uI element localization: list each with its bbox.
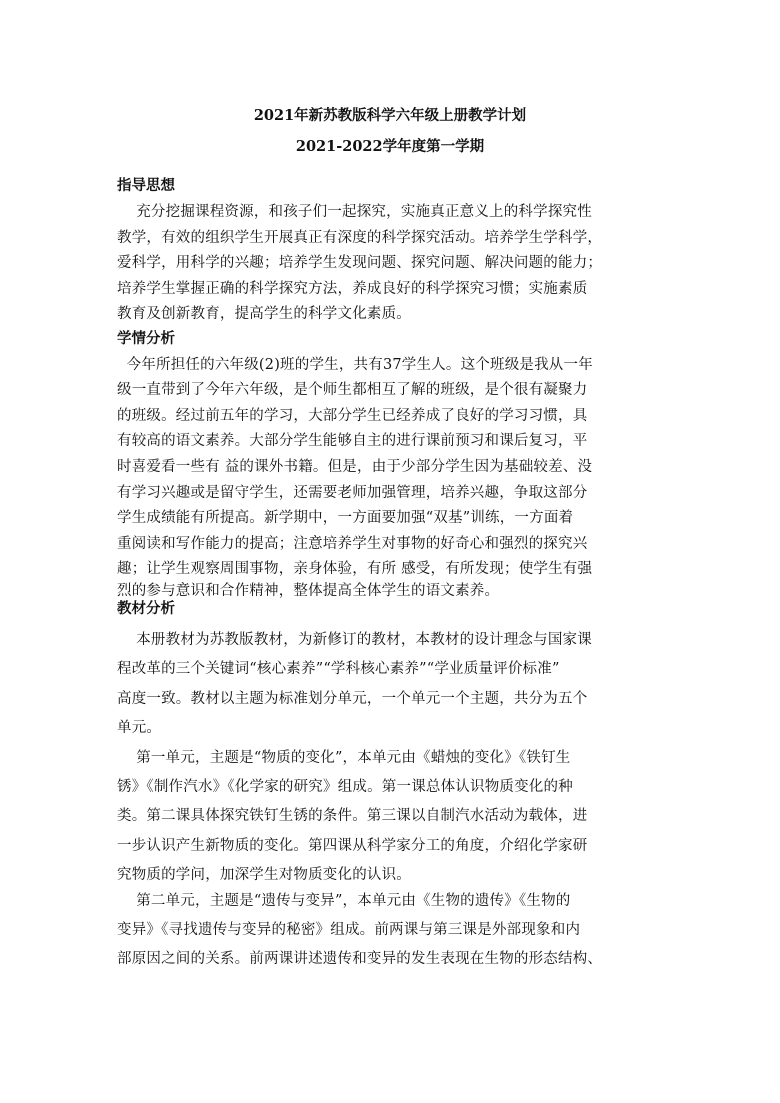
document-subtitle: 2021-2022学年度第一学期	[295, 138, 485, 155]
materials-line: 类。第二课具体探究铁钉生锈的条件。第三课以自制汽水活动为载体，进	[117, 808, 588, 824]
guiding-line: 充分挖掘课程资源，和孩子们一起探究，实施真正意义上的科学探究性	[117, 204, 592, 220]
students-line: 的班级。经过前五年的学习，大部分学生已经养成了良好的学习习惯，具	[117, 408, 588, 424]
section-heading-materials: 教材分析	[117, 601, 175, 617]
students-line: 有较高的语文素养。大部分学生能够自主的进行课前预习和课后复习，平	[117, 433, 588, 449]
materials-line: 变异》《寻找遗传与变异的秘密》组成。前两课与第三课是外部现象和内	[117, 922, 581, 938]
guiding-line: 教学，有效的组织学生开展真正有深度的科学探究活动。培养学生学科学，	[117, 230, 603, 246]
document-title: 2021年新苏教版科学六年级上册教学计划	[253, 107, 527, 124]
guiding-line: 教育及创新教育，提高学生的科学文化素质。	[117, 306, 411, 322]
materials-line: 程改革的三个关键词“核心素养”“学科核心素养”“学业质量评价标准”	[117, 661, 560, 677]
students-line: 重阅读和写作能力的提高；注意培养学生对事物的好奇心和强烈的探究兴	[117, 536, 588, 552]
students-line: 今年所担任的六年级(2)班的学生，共有37学生人。这个班级是我从一年	[117, 357, 593, 373]
materials-line: 究物质的学问，加深学生对物质变化的认识。	[117, 867, 411, 883]
materials-line: 一步认识产生新物质的变化。第四课从科学家分工的角度，介绍化学家研	[117, 838, 588, 854]
section-heading-students: 学情分析	[117, 331, 175, 347]
materials-line: 部原因之间的关系。前两课讲述遗传和变异的发生表现在生物的形态结构、	[117, 951, 603, 967]
materials-line: 锈》《制作汽水》《化学家的研究》组成。第一课总体认识物质变化的种	[117, 779, 573, 795]
materials-line: 第一单元，主题是“物质的变化”，本单元由《蜡烛的变化》《铁钉生	[117, 750, 571, 766]
students-line: 学生成绩能有所提高。新学期中，一方面要加强“双基”训练，一方面着	[117, 510, 574, 526]
section-heading-guiding: 指导思想	[117, 178, 175, 194]
students-line: 级一直带到了今年六年级，是个师生都相互了解的班级，是个很有凝聚力	[117, 382, 588, 398]
students-line: 有学习兴趣或是留守学生，还需要老师加强管理，培养兴趣，争取这部分	[117, 485, 588, 501]
students-line: 时喜爱看一些有 益的课外书籍。但是，由于少部分学生因为基础较差、没	[117, 459, 593, 475]
guiding-line: 培养学生掌握正确的科学探究方法，养成良好的科学探究习惯；实施素质	[117, 281, 588, 297]
materials-line: 本册教材为苏教版教材，为新修订的教材，本教材的设计理念与国家课	[117, 632, 592, 648]
guiding-line: 爱科学，用科学的兴趣；培养学生发现问题、探究问题、解决问题的能力；	[117, 255, 603, 271]
materials-line: 单元。	[117, 720, 162, 736]
materials-line: 高度一致。教材以主题为标准划分单元，一个单元一个主题，共分为五个	[117, 691, 588, 707]
materials-line: 第二单元，主题是“遗传与变异”，本单元由《生物的遗传》《生物的	[117, 893, 571, 909]
students-line: 趣；让学生观察周围事物，亲身体验，有所 感受，有所发现；使学生有强	[117, 561, 593, 577]
students-line: 烈的参与意识和合作精神，整体提高全体学生的语文素养。	[117, 583, 500, 599]
